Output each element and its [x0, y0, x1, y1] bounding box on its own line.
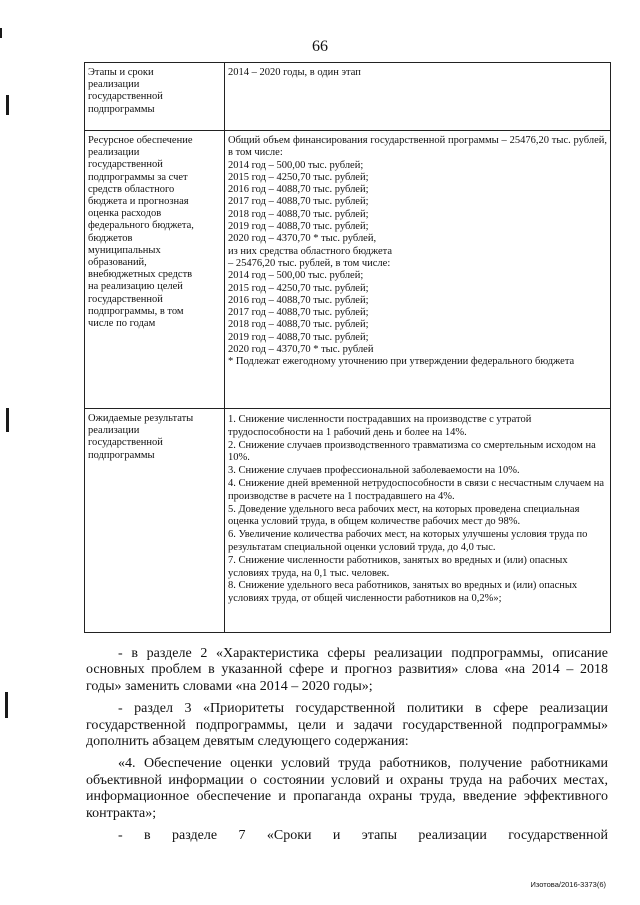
funding-year-line: 2017 год – 4088,70 тыс. рублей;	[228, 196, 369, 208]
paragraph-section-3: - раздел 3 «Приоритеты государственной политики в сфере реализации государственной подпрограммы, цели и задачи государственной подпрограммы» дополнить абзацем девятым следующего содержания:	[86, 701, 608, 750]
result-item: 4. Снижение дней временной нетрудоспособности в связи с несчастным случаем на производстве в расчете на 1 пострадавшего на 4%.	[228, 477, 605, 502]
funding-block	[225, 131, 610, 371]
funding-year-line: 2015 год – 4250,70 тыс. рублей;	[228, 171, 369, 183]
regional-year-line: 2019 год – 4088,70 тыс. рублей;	[228, 331, 369, 343]
regional-budget-intro: из них средства областного бюджета	[228, 245, 393, 257]
regional-year-line: 2015 год – 4250,70 тыс. рублей;	[228, 282, 369, 294]
regional-year-line: 2016 год – 4088,70 тыс. рублей;	[228, 294, 369, 306]
result-item: 2. Снижение случаев производственного травматизма со смертельным исходом на 10%.	[228, 439, 596, 464]
table-label-cell	[85, 63, 225, 131]
funding-year-line: 2016 год – 4088,70 тыс. рублей;	[228, 184, 369, 196]
regional-budget-total: – 25476,20 тыс. рублей, в том числе:	[228, 257, 391, 269]
paragraph-quote: «4. Обеспечение оценки условий труда работников, получение работниками объективной информации о состоянии условий и охраны труда на рабочих местах, информационное обеспечение и пропаганда охраны труда, введение эффективного контракта»;	[86, 756, 608, 821]
result-item: 5. Доведение удельного веса рабочих мест, на которых проведена специальная оценка условий труда, в общем количестве рабочих мест до 98%.	[228, 503, 580, 528]
stages-value: 2014 – 2020 годы, в один этап	[228, 67, 361, 78]
stages-label: Этапы и сроки реализации государственной подпрограммы	[88, 67, 163, 115]
table-row	[85, 409, 611, 633]
result-item: 7. Снижение численности работников, занятых во вредных и (или) опасных условиях труда, на 0,1 тыс. человек.	[228, 554, 568, 579]
table-value-cell	[225, 409, 611, 633]
scan-mark-lower	[5, 692, 8, 718]
paragraph-section-7: - в разделе 7 «Сроки и этапы реализации государственной	[118, 828, 608, 844]
page-number: 66	[312, 38, 328, 55]
regional-year-line: 2018 год – 4088,70 тыс. рублей;	[228, 319, 369, 331]
scan-mark-upper	[6, 95, 9, 115]
subprogram-passport-table	[84, 62, 611, 633]
funding-year-line: 2020 год – 4370,70 * тыс. рублей,	[228, 233, 377, 245]
funding-year-line: 2014 год – 500,00 тыс. рублей;	[228, 159, 364, 171]
regional-year-line: 2014 год – 500,00 тыс. рублей;	[228, 270, 364, 282]
funding-label: Ресурсное обеспечение реализации государственной подпрограммы за счет средств областного бюджета и прогнозная оценка расходов федерального бюджета, бюджетов муниципальных образований, внебюджетных средств на реализацию целей государственной подпрограммы, в том числе по годам	[88, 135, 194, 330]
result-item: 6. Увеличение количества рабочих мест, на которых улучшены условия труда по результатам специальной оценки условий труда, до 4,0 тыс.	[228, 529, 588, 553]
table-row	[85, 63, 611, 131]
paragraph-section-2: - в разделе 2 «Характеристика сферы реализации подпрограммы, описание основных проблем в указанной сфере и прогноз развития» слова «на 2014 – 2018 годы» заменить словами «на 2014 – 2020 годы»;	[86, 646, 608, 694]
result-item: 3. Снижение случаев профессиональной заболеваемости на 10%.	[228, 465, 520, 477]
results-label: Ожидаемые результаты реализации государственной подпрограммы	[88, 413, 194, 461]
funding-footnote: * Подлежат ежегодному уточнению при утверждении федерального бюджета	[228, 356, 575, 368]
table-row	[85, 131, 611, 409]
table-value-cell	[225, 131, 611, 409]
document-body	[86, 646, 608, 844]
table-label-cell	[85, 409, 225, 633]
result-item: 1. Снижение численности пострадавших на производстве с утратой трудоспособности на 1 рабочий день и более на 14%.	[228, 414, 532, 438]
table-value-cell	[225, 63, 611, 131]
funding-year-line: 2019 год – 4088,70 тыс. рублей;	[228, 221, 369, 233]
table-label-cell	[85, 131, 225, 409]
document-code: Изотова/2016-3373(6)	[530, 880, 606, 889]
results-list	[225, 409, 610, 608]
regional-year-line: 2017 год – 4088,70 тыс. рублей;	[228, 307, 369, 319]
funding-year-line: 2018 год – 4088,70 тыс. рублей;	[228, 208, 369, 220]
funding-intro: Общий объем финансирования государственной программы – 25476,20 тыс. рублей, в том числе:	[228, 135, 607, 159]
scan-mark-middle	[6, 408, 9, 432]
regional-year-line: 2020 год – 4370,70 * тыс. рублей	[228, 344, 374, 356]
result-item: 8. Снижение удельного веса работников, занятых во вредных и (или) опасных условиях труда, от общей численности работников на 0,2%»;	[228, 580, 578, 605]
scan-mark-top	[0, 28, 2, 38]
